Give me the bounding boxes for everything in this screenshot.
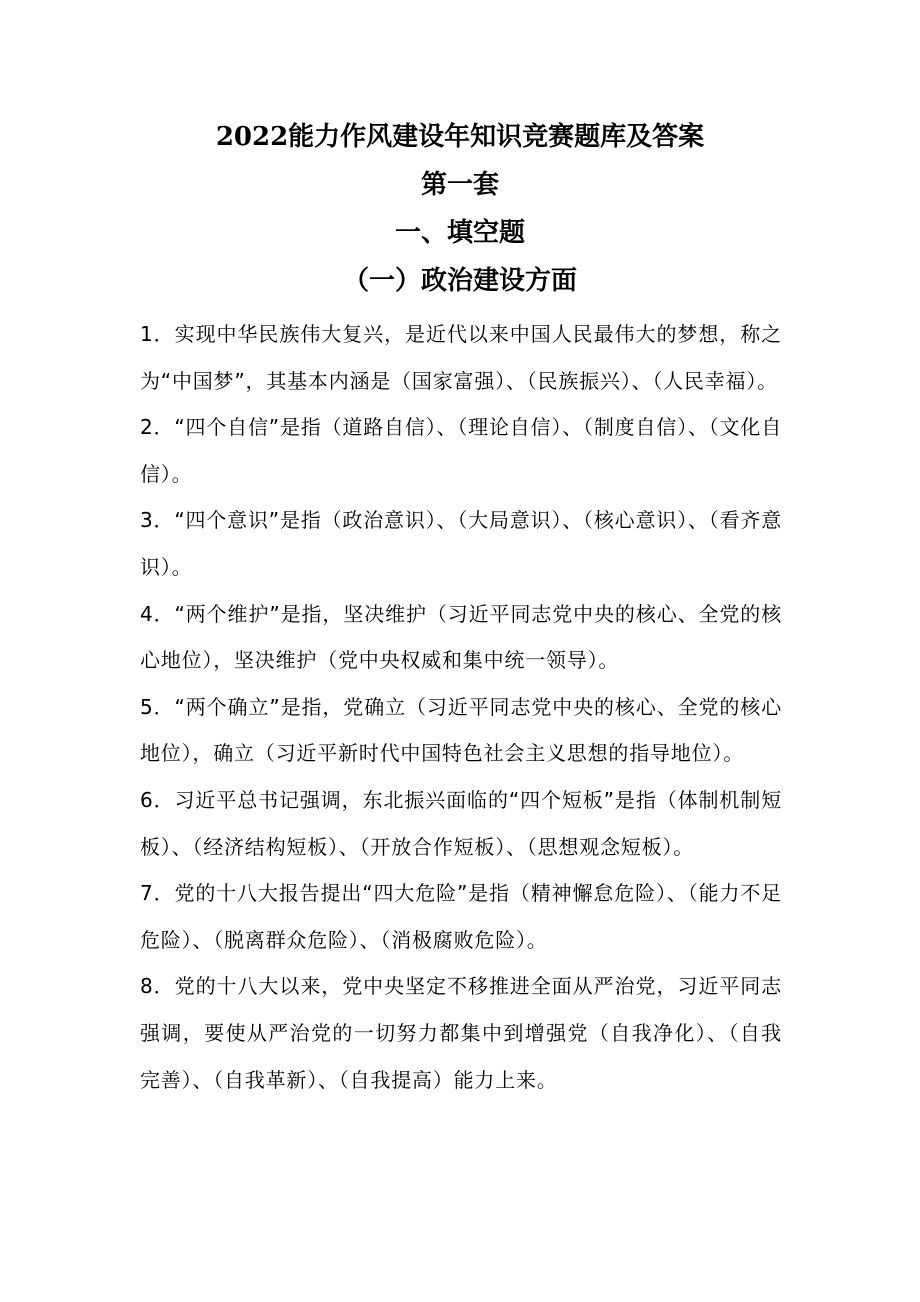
subsection-title: （一）政治建设方面 xyxy=(342,266,577,296)
question-3: 3．“四个意识”是指（政治意识）、（大局意识）、（核心意识）、（看齐意识）。 xyxy=(140,508,782,579)
question-6: 6．习近平总书记强调，东北振兴面临的“四个短板”是指（体制机制短板）、（经济结构短板）、（开放合作短板）、（思想观念短板）。 xyxy=(140,787,782,859)
question-4: 4．“两个维护”是指，坚决维护（习近平同志党中央的核心、全党的核心地位），坚决维护（党中央权威和集中统一领导）。 xyxy=(140,601,782,673)
section-title: 一、填空题 xyxy=(394,218,525,248)
document-title: 2022能力作风建设年知识竞赛题库及答案 xyxy=(215,122,705,152)
question-2: 2．“四个自信”是指（道路自信）、（理论自信）、（制度自信）、（文化自信）。 xyxy=(140,415,782,486)
question-5: 5．“两个确立”是指，党确立（习近平同志党中央的核心、全党的核心地位），确立（习近平新时代中国特色社会主义思想的指导地位）。 xyxy=(140,694,782,766)
set-title: 第一套 xyxy=(420,170,499,200)
question-list xyxy=(140,311,782,1103)
question-1: 1．实现中华民族伟大复兴，是近代以来中国人民最伟大的梦想，称之为“中国梦”，其基本内涵是（国家富强）、（民族振兴）、（人民幸福）。 xyxy=(140,322,782,393)
question-8: 8．党的十八大以来，党中央坚定不移推进全面从严治党，习近平同志强调，要使从严治党的一切努力都集中到增强党（自我净化）、（自我完善）、（自我革新）、（自我提高）能力上来。 xyxy=(140,974,782,1092)
question-7: 7．党的十八大报告提出“四大危险”是指（精神懈怠危险）、（能力不足危险）、（脱离群众危险）、（消极腐败危险）。 xyxy=(140,881,782,952)
